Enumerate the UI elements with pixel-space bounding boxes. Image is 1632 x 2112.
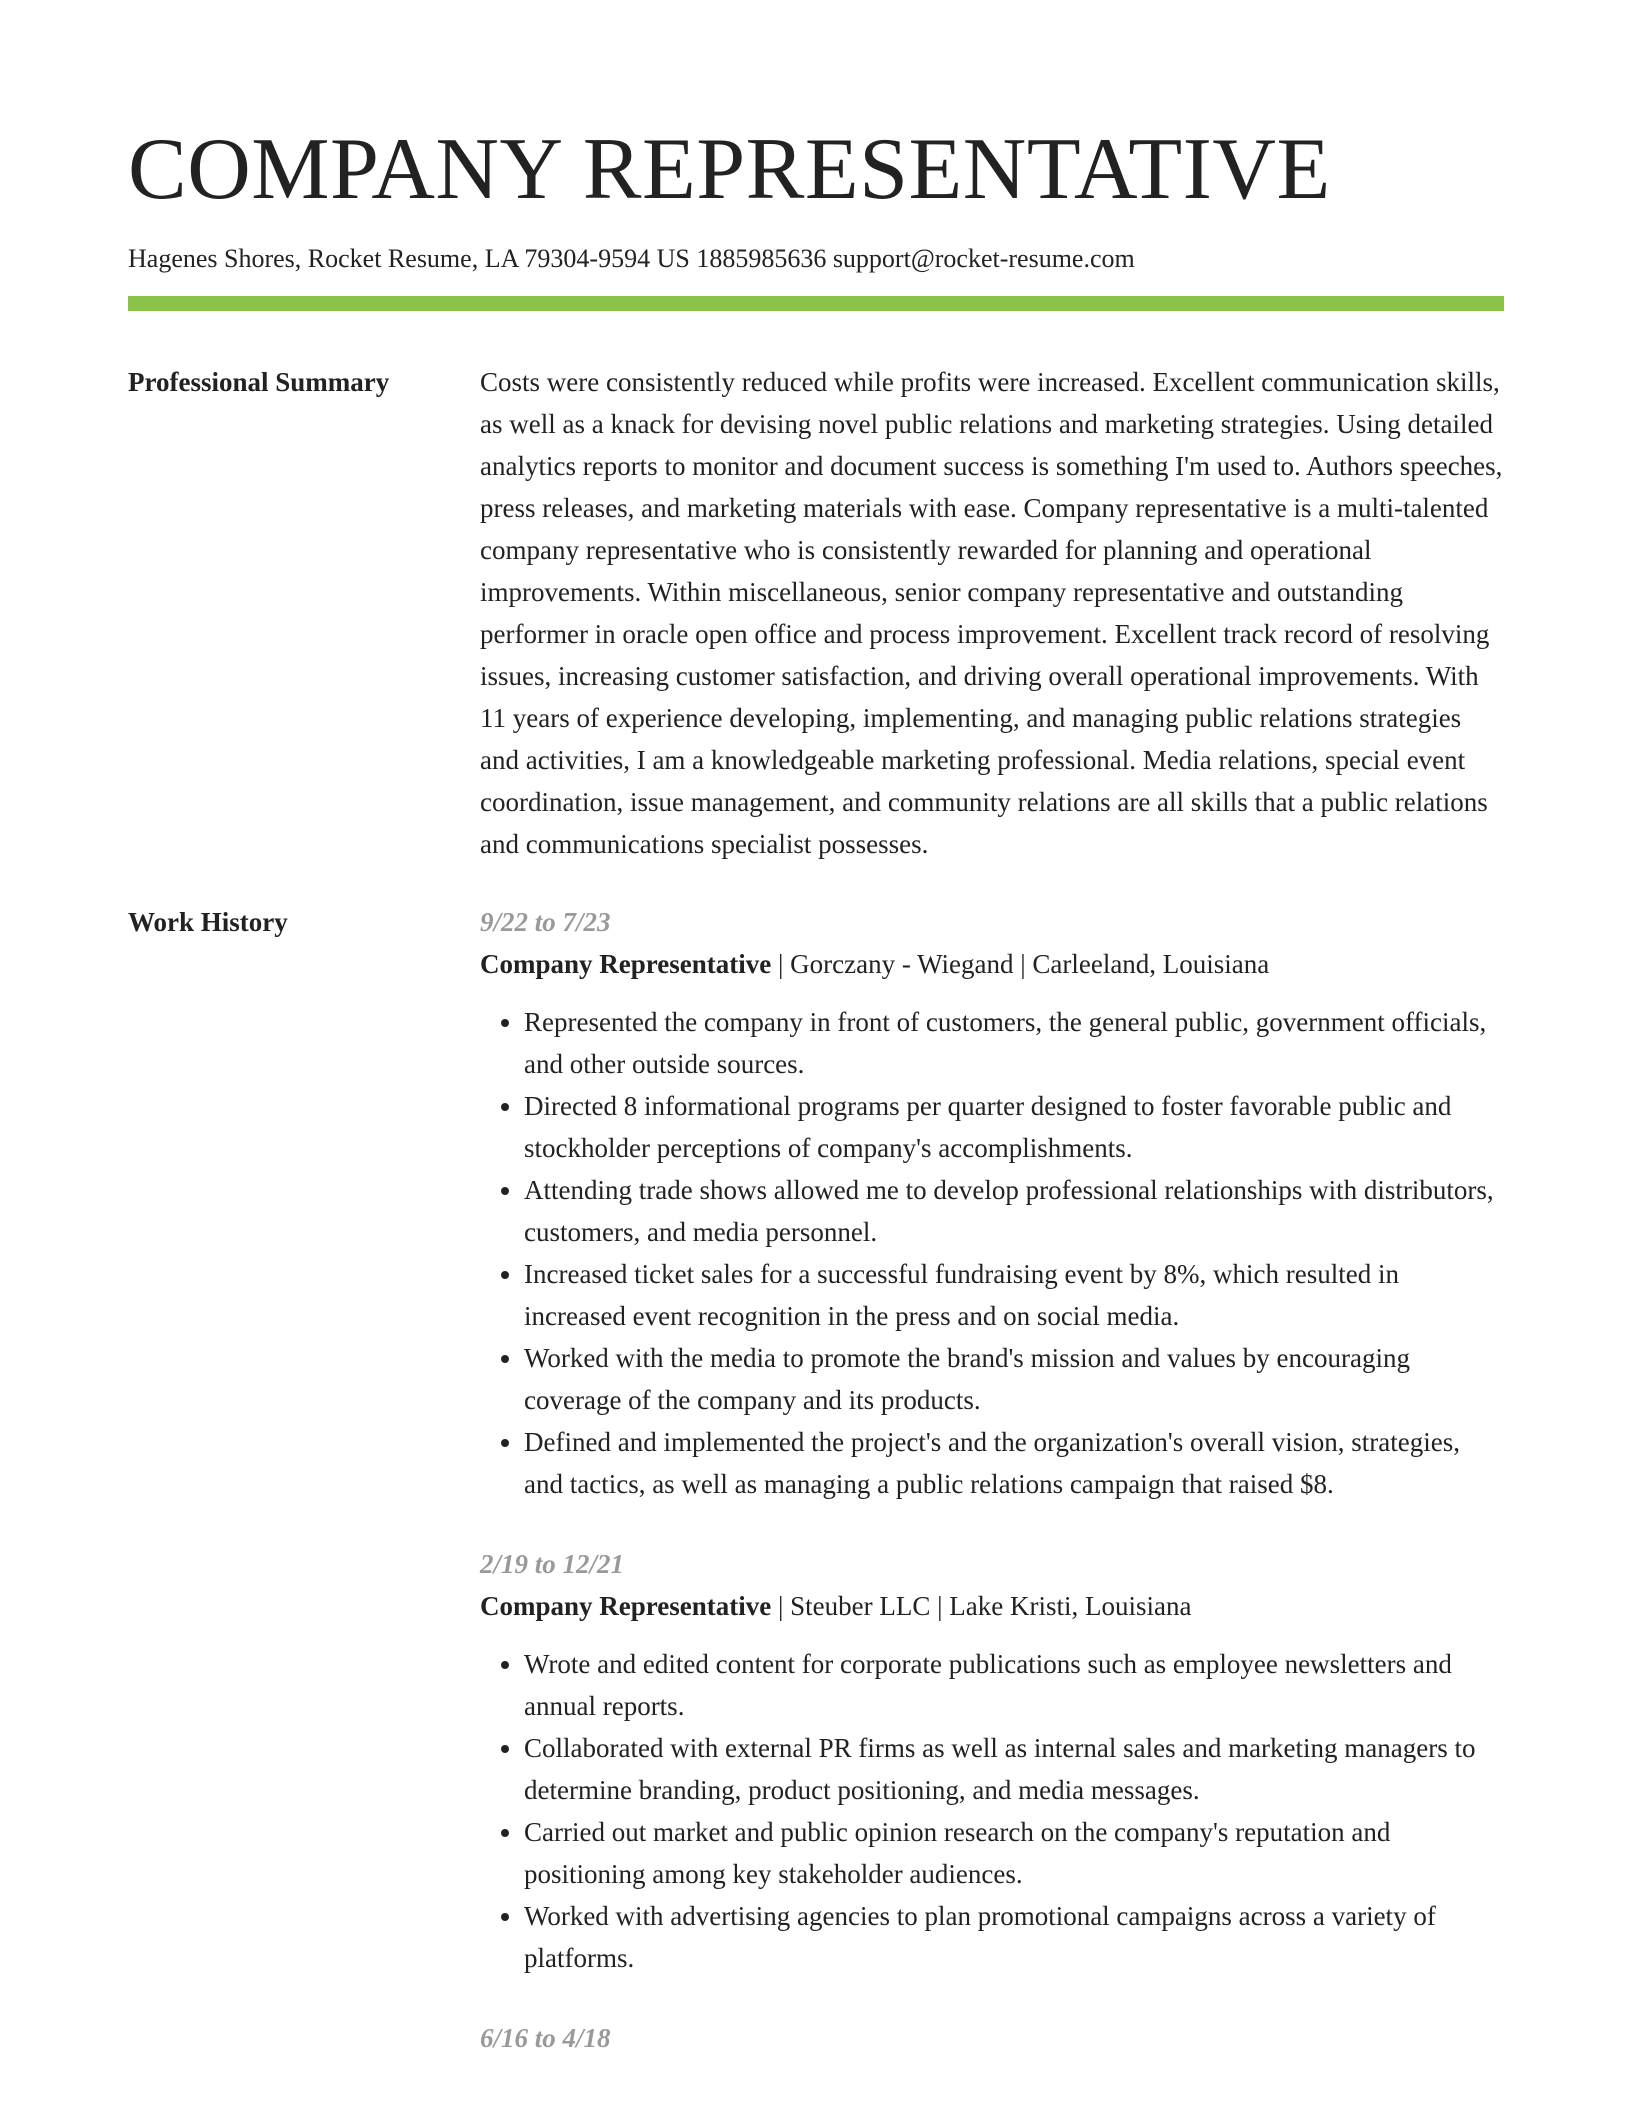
summary-text: Costs were consistently reduced while profits were increased. Excellent communication skills, as well as a knack for devising novel public relations and marketing strategies. Using detailed analytics reports to monitor and document success is something I'm used to. Authors speeches, press releases, and marketing materials with ease. Company representative is a multi-talented company representative who is consistently rewarded for planning and operational improvements. Within miscellaneous, senior company representative and outstanding performer in oracle open office and process improvement. Excellent track record of resolving issues, increasing customer satisfaction, and driving overall operational improvements. With 11 years of experience developing, implementing, and managing public relations strategies and activities, I am a knowledgeable marketing professional. Media relations, special event coordination, issue management, and community relations are all skills that a public relations and communications specialist possesses. <box>480 367 1503 859</box>
job-title: Company Representative <box>480 1591 772 1621</box>
job-bullet: • Collaborated with external PR firms as well as internal sales and marketing managers to determine branding, product positioning, and media messages. <box>524 1727 1504 1811</box>
section-label-work-history: Work History <box>128 907 288 937</box>
job-bullet-list <box>480 1001 1504 1505</box>
accent-divider <box>128 296 1504 311</box>
job-bullet: • Wrote and edited content for corporate publications such as employee newsletters and annual reports. <box>524 1643 1504 1727</box>
job-employer-location: | Steuber LLC | Lake Kristi, Louisiana <box>771 1591 1192 1621</box>
summary-body <box>480 361 1504 865</box>
job-bullet: • Represented the company in front of customers, the general public, government officials, and other outside sources. <box>524 1001 1504 1085</box>
section-label-summary: Professional Summary <box>128 367 390 397</box>
job-bullet: • Increased ticket sales for a successful fundraising event by 8%, which resulted in increased event recognition in the press and on social media. <box>524 1253 1504 1337</box>
job-title-line <box>480 943 1504 985</box>
job-bullet: • Worked with advertising agencies to plan promotional campaigns across a variety of platforms. <box>524 1895 1504 1979</box>
job-bullet: • Carried out market and public opinion research on the company's reputation and positioning among key stakeholder audiences. <box>524 1811 1504 1895</box>
work-history-body <box>480 901 1504 2097</box>
job-dates: 6/16 to 4/18 <box>480 2023 611 2053</box>
job-title: Company Representative <box>480 949 772 979</box>
resume-name-heading: COMPANY REPRESENTATIVE <box>128 121 1331 218</box>
job-bullet: • Attending trade shows allowed me to develop professional relationships with distributors, customers, and media personnel. <box>524 1169 1504 1253</box>
contact-info: Hagenes Shores, Rocket Resume, LA 79304-9594 US 1885985636 support@rocket-resume.com <box>128 244 1135 273</box>
work-history-section <box>128 901 1504 2097</box>
job-entry <box>480 1543 1504 1979</box>
job-bullet-list <box>480 1643 1504 1979</box>
resume-page <box>128 0 1504 2097</box>
job-bullet: • Directed 8 informational programs per quarter designed to foster favorable public and stockholder perceptions of company's accomplishments. <box>524 1085 1504 1169</box>
professional-summary-section <box>128 361 1504 865</box>
job-dates: 9/22 to 7/23 <box>480 907 611 937</box>
job-entry <box>480 2017 1504 2059</box>
job-bullet: • Defined and implemented the project's and the organization's overall vision, strategies, and tactics, as well as managing a public relations campaign that raised $8. <box>524 1421 1504 1505</box>
job-dates: 2/19 to 12/21 <box>480 1549 625 1579</box>
job-bullet: • Worked with the media to promote the brand's mission and values by encouraging coverage of the company and its products. <box>524 1337 1504 1421</box>
job-entry <box>480 901 1504 1505</box>
job-title-line <box>480 1585 1504 1627</box>
job-employer-location: | Gorczany - Wiegand | Carleeland, Louisiana <box>771 949 1270 979</box>
